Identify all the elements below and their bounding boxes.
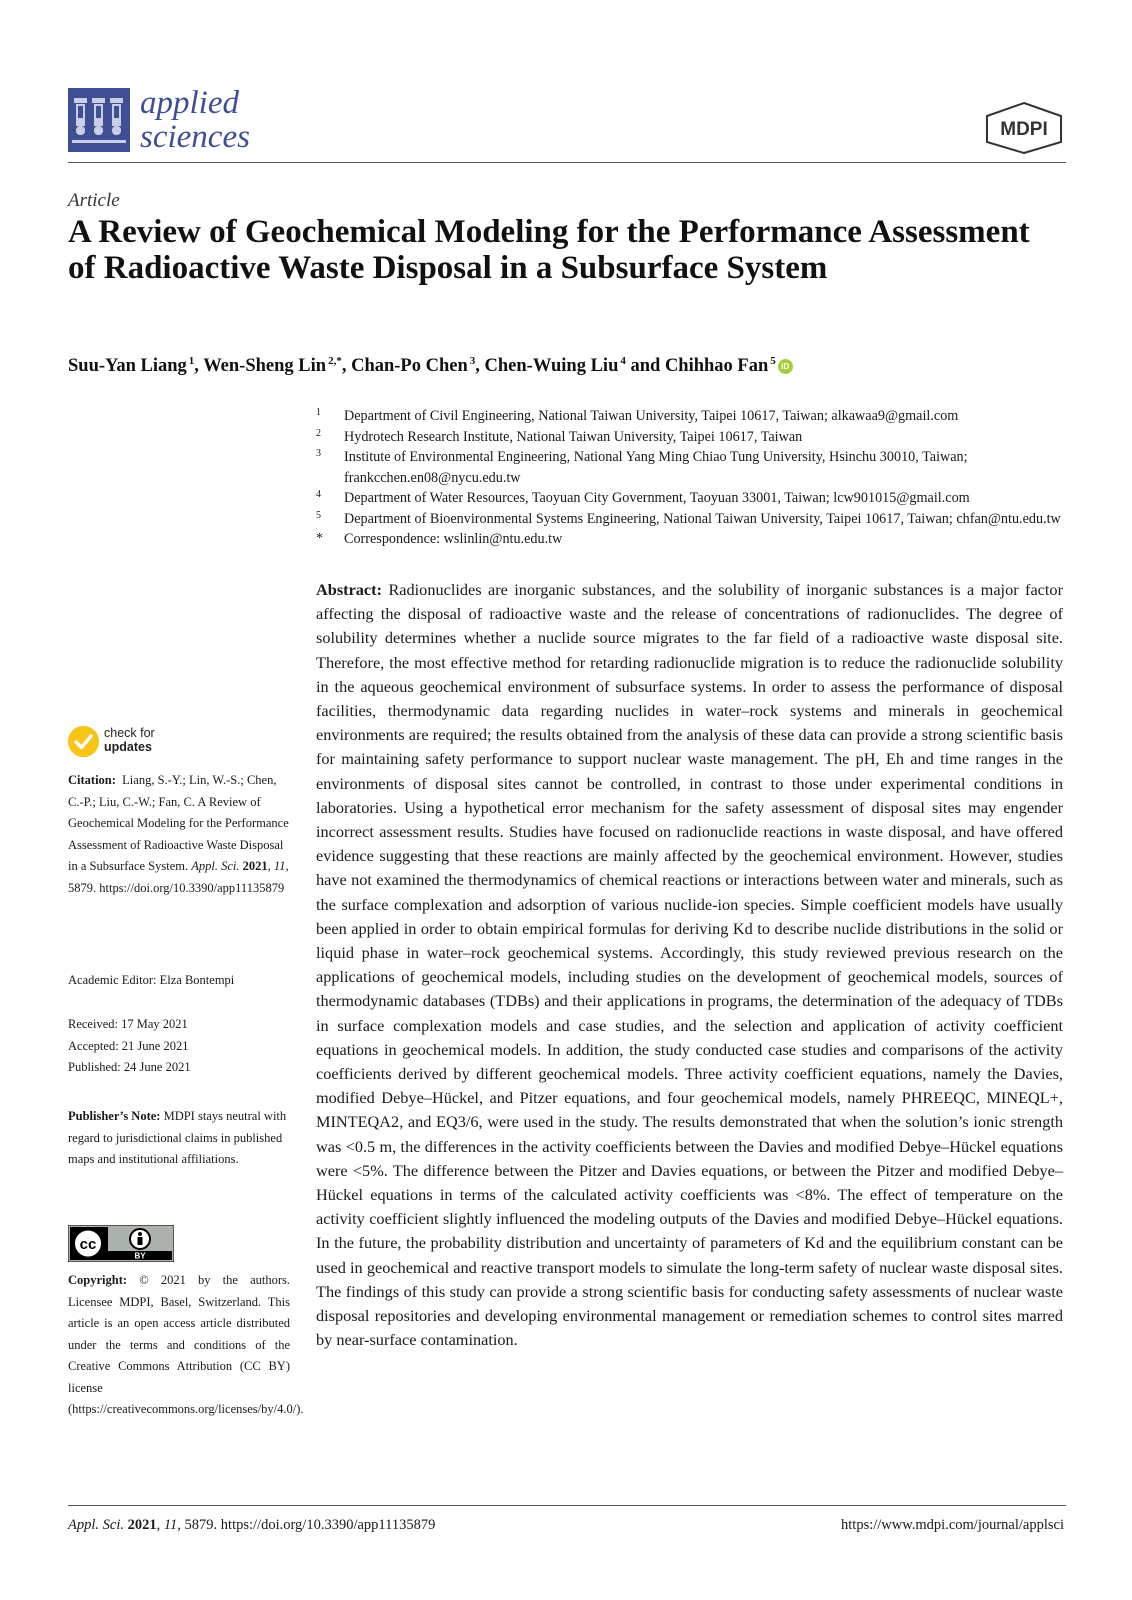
affiliation-text: Institute of Environmental Engineering, National Yang Ming Chiao Tung University, Hsinchu 30010, Taiwan; frankcchen.en08@nycu.edu.tw	[344, 449, 968, 486]
check-for-updates-button[interactable]	[68, 724, 198, 760]
citation-volume: 11	[273, 859, 286, 873]
affiliation-number: 2	[316, 427, 321, 439]
copyright-text: © 2021 by the authors. Licensee MDPI, Basel, Switzerland. This article is an open access article distributed under the terms and conditions of the Creative Commons Attribution (CC BY) license (https://creativecommons.org/licenses/by/4.0/).	[68, 1273, 304, 1416]
affiliation-text: Hydrotech Research Institute, National Taiwan University, Taipei 10617, Taiwan	[344, 428, 803, 445]
check-for-updates-label	[104, 726, 155, 754]
footer-journal-url[interactable]: https://www.mdpi.com/journal/applsci	[841, 1517, 1064, 1533]
journal-logo-icon	[68, 88, 130, 152]
author-name[interactable]: Chan-Po Chen	[351, 356, 468, 376]
citation-journal: Appl. Sci.	[191, 859, 240, 873]
check-icon	[68, 726, 99, 757]
journal-logo	[68, 85, 298, 156]
academic-editor: Academic Editor: Elza Bontempi	[68, 973, 235, 987]
citation-doi[interactable]: , 5879. https://doi.org/10.3390/app11135879	[68, 859, 289, 895]
journal-name	[140, 86, 250, 154]
footer-volume: 11	[163, 1517, 178, 1533]
received-date: Received: 17 May 2021	[68, 1017, 188, 1031]
abstract	[316, 578, 1063, 1353]
author-name[interactable]: Chihhao Fan	[664, 356, 769, 376]
article-type: Article	[68, 190, 120, 211]
affiliation-number: 3	[316, 448, 321, 459]
affiliation-number: 4	[316, 489, 321, 500]
cc-by-label: BY	[134, 1251, 146, 1261]
affiliation-list	[316, 406, 1076, 550]
affiliation-item	[316, 509, 1076, 530]
footer-doi[interactable]: , 5879. https://doi.org/10.3390/app11135879	[177, 1517, 436, 1533]
cc-license-badge[interactable]	[68, 1225, 174, 1262]
author-separator: and	[625, 356, 665, 376]
publisher-logo-text: MDPI	[1000, 119, 1048, 140]
publisher-note-label: Publisher’s Note:	[68, 1109, 161, 1123]
footer-year: 2021	[127, 1517, 157, 1533]
orcid-icon[interactable]: iD	[778, 359, 793, 374]
affiliation-number: 1	[316, 407, 321, 418]
author-list	[68, 355, 793, 377]
check-line1: check for	[104, 726, 155, 740]
affiliation-number: 5	[316, 509, 321, 521]
abstract-label: Abstract:	[316, 580, 383, 599]
journal-name-line2: sciences	[140, 119, 250, 155]
correspondence-item	[316, 529, 1076, 550]
journal-name-line1: applied	[140, 85, 239, 121]
author-affiliation-marker: 5	[770, 355, 776, 367]
dates-block	[68, 1014, 290, 1079]
affiliation-item	[316, 406, 1076, 427]
copyright-block	[68, 1270, 304, 1421]
author-name[interactable]: Wen-Sheng Lin	[203, 356, 327, 376]
copyright-label: Copyright:	[68, 1273, 128, 1287]
author-name[interactable]: Chen-Wuing Liu	[484, 356, 619, 376]
published-date: Published: 24 June 2021	[68, 1060, 191, 1074]
citation-text: Liang, S.-Y.; Lin, W.-S.; Chen, C.-P.; Liu, C.-W.; Fan, C. A Review of Geochemical Modeling for the Performance Assessment of Radioactive Waste Disposal in a Subsurface System.	[68, 773, 289, 873]
correspondence-marker: *	[316, 531, 323, 546]
affiliation-item	[316, 488, 1076, 509]
citation-block: Citation: Liang, S.-Y.; Lin, W.-S.; Chen, C.-P.; Liu, C.-W.; Fan, C. A Review of Geochemical Modeling for the Performance Assessment of Radioactive Waste Disposal in a Subsurface System. Appl. Sci. 2021, 11, 5879. https://doi.org/10.3390/app11135879	[68, 773, 289, 895]
author-separator: ,	[194, 356, 204, 376]
author-separator: ,	[475, 356, 485, 376]
author-affiliation-marker: 2,*	[328, 355, 342, 367]
abstract-text: Radionuclides are inorganic substances, and the solubility of inorganic substances is a major factor affecting the disposal of radioactive waste and the release of concentrations of radionuclides. The degree of solubility determines whether a nuclide source migrates to the far field of a radioactive waste disposal site. Therefore, the most effective method for retarding radionuclide migration is to reduce the radionuclide solubility in the aqueous geochemical environment of subsurface systems. In order to assess the performance of disposal facilities, thermodynamic data regarding nuclides in water–rock systems and minerals in geochemical environments are required; the results obtained from the analysis of these data can provide a strong scientific basis for maintaining safety performance to support nuclear waste management. The pH, Eh and time ranges in the environments of disposal sites cannot be controlled, in contrast to those under experimental conditions in laboratories. Using a hypothetical error mechanism for the safety assessment of disposal sites may engender incorrect assessment results. Studies have focused on radionuclide reactions in waste disposal, and have offered evidence suggesting that these reactions are mainly affected by the geochemical environment. However, studies have not examined the thermodynamics of chemical reactions or interactions between water and minerals, such as the surface complexation and adsorption of various nuclide-ion species. Simple coefficient models have usually been applied in order to obtain empirical formulas for deriving Kd to describe nuclide distributions in the solid or liquid phase in water–rock geochemical systems. Accordingly, this study reviewed previous research on the applications of geochemical models, including studies on the development of geochemical models, sources of thermodynamic databases (TDBs) and their applications in programs, the determination of the adequacy of TDBs in surface complexation models and case studies, and the selection and application of activity coefficient equations in geochemical models. In addition, the study conducted case studies and comparisons of the activity coefficients derived by different geochemical models. Three activity coefficient equations, namely the Davies, modified Debye–Hückel, and Pitzer equations, and four geochemical models, namely PHREEQC, MINEQL+, MINTEQA2, and EQ3/6, were used in the study. The results demonstrated that when the solution’s ionic strength was <0.5 m, the differences in the activity coefficients between the Davies and modified Debye–Hückel equations were <5%. The difference between the Pitzer and Davies equations, or between the Pitzer and modified Debye–Hückel equations in terms of the calculated activity coefficients was <8%. The effect of temperature on the activity coefficient slightly influenced the modeling outputs of the Davies and modified Debye–Hückel equations. In the future, the probability distribution and uncertainty of parameters of Kd and the equilibrium constant can be used in geochemical and reactive transport models to simulate the long-term safety of nuclear waste disposal sites. The findings of this study can provide a strong scientific basis for conducting safety assessments of nuclear waste disposal repositories and developing environmental management or remediation schemes to control sites marred by near-surface contamination.	[316, 580, 1063, 1350]
affiliation-text: Department of Civil Engineering, National Taiwan University, Taipei 10617, Taiwan; alkawaa9@gmail.com	[344, 408, 959, 424]
affiliation-item	[316, 447, 1076, 488]
publisher-logo	[985, 102, 1063, 154]
svg-text:cc: cc	[79, 1236, 97, 1253]
check-line2: updates	[104, 740, 152, 754]
affiliation-item	[316, 427, 1076, 448]
author-affiliation-marker: 4	[620, 355, 626, 367]
publisher-note	[68, 1106, 290, 1171]
author-affiliation-marker: 1	[188, 355, 195, 367]
affiliation-text: Department of Bioenvironmental Systems Engineering, National Taiwan University, Taipei 10617, Taiwan; chfan@ntu.edu.tw	[344, 510, 1061, 527]
footer-citation: Appl. Sci. 2021, 11, 5879. https://doi.org/10.3390/app11135879	[68, 1517, 436, 1533]
footer-divider	[68, 1505, 1066, 1506]
author-affiliation-marker: 3	[469, 355, 476, 367]
footer-journal: Appl. Sci.	[68, 1517, 124, 1533]
affiliation-text: Department of Water Resources, Taoyuan City Government, Taoyuan 33001, Taiwan; lcw901015@gmail.com	[344, 490, 970, 506]
accepted-date: Accepted: 21 June 2021	[68, 1038, 189, 1053]
author-name[interactable]: Suu-Yan Liang	[68, 356, 187, 376]
header-divider	[68, 162, 1066, 163]
correspondence-text: Correspondence: wslinlin@ntu.edu.tw	[344, 531, 563, 547]
citation-year: 2021	[242, 859, 268, 873]
article-title: A Review of Geochemical Modeling for the Performance Assessment of Radioactive Waste Disposal in a Subsurface System	[68, 214, 1030, 286]
author-separator: ,	[341, 356, 352, 376]
citation-label: Citation:	[68, 773, 116, 787]
publisher-note-text: MDPI stays neutral with regard to jurisdictional claims in published maps and institutional affiliations.	[68, 1109, 287, 1166]
